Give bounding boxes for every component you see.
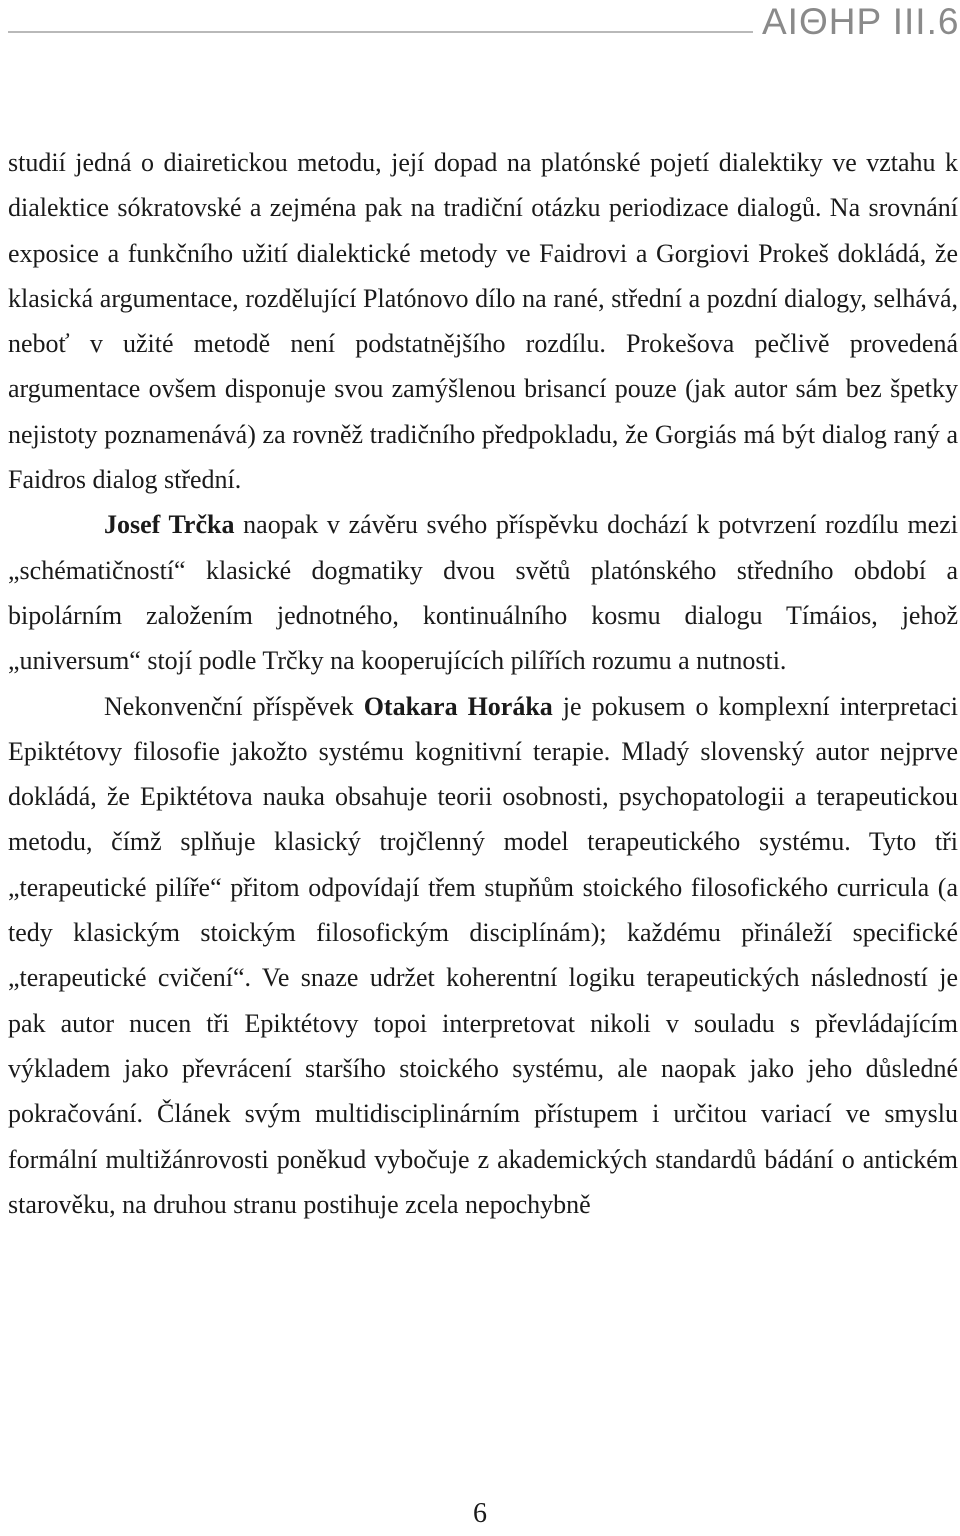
page-number: 6 xyxy=(473,1498,487,1529)
paragraph-3 xyxy=(8,684,958,1228)
paragraph-1: studií jedná o diairetickou metodu, její dopad na platónské pojetí dialektiky ve vztahu k dialektice sókratovské a zejména pak na tradiční otázku periodizace dialogů. Na srovnání exposice a funkčního užití dialektické metody ve Faidrovi a Gorgiovi Prokeš dokládá, že klasická argumentace, rozdělující Platónovo dílo na rané, střední a pozdní dialogy, selhává, neboť v užité metodě není podstatnějšího rozdílu. Prokešova pečlivě provedená argumentace ovšem disponuje svou zamýšlenou brisancí pouze (jak autor sám bez špetky nejistoty poznamenává) za rovněž tradičního předpokladu, že Gorgiás má být dialog raný a Faidros dialog střední. xyxy=(8,148,958,495)
paragraph-2-text: naopak v závěru svého příspěvku dochází k potvrzení rozdílu mezi „schématičností“ klasické dogmatiky dvou světů platónského středního období a bipolárním založením jednotného, kontinuálního kosmu dialogu Tímáios, jehož „universum“ stojí podle Trčky na kooperujících pilířích rozumu a nutnosti. xyxy=(8,510,958,676)
paragraph-3-lead: Nekonvenční příspěvek xyxy=(104,691,364,721)
author-name-horak: Otakara Horáka xyxy=(363,691,553,721)
journal-logo: AIΘHP III.6 xyxy=(762,1,960,42)
paragraph-3-text: je pokusem o komplexní interpretaci Epiktétovy filosofie jakožto systému kognitivní terapie. Mladý slovenský autor nejprve dokládá, že Epiktétova nauka obsahuje teorii osobnosti, psychopatologii a terapeutickou metodu, čímž splňuje klasický trojčlenný model terapeutického systému. Tyto tři „terapeutické pilíře“ přitom odpovídají třem stupňům stoického filosofického curricula (a tedy klasickým stoickým filosofickým disciplínám); každému přináleží specifické „terapeutické cvičení“. Ve snaze udržet koherentní logiku terapeutických následností je pak autor nucen tři Epiktétovy topoi interpretovat nikoli v souladu s převládajícím výkladem jako převrácení staršího stoického systému, ale naopak jako jeho důsledné pokračování. Článek svým multidisciplinárním přístupem i určitou variací ve smyslu formální multižánrovosti poněkud vybočuje z akademických standardů bádání o antickém starověku, na druhou stranu postihuje zcela nepochybně xyxy=(8,691,959,1219)
author-name-trcka: Josef Trčka xyxy=(104,510,235,540)
header-rule xyxy=(8,31,753,33)
paragraph-2 xyxy=(8,502,958,683)
body-text xyxy=(8,140,958,1227)
